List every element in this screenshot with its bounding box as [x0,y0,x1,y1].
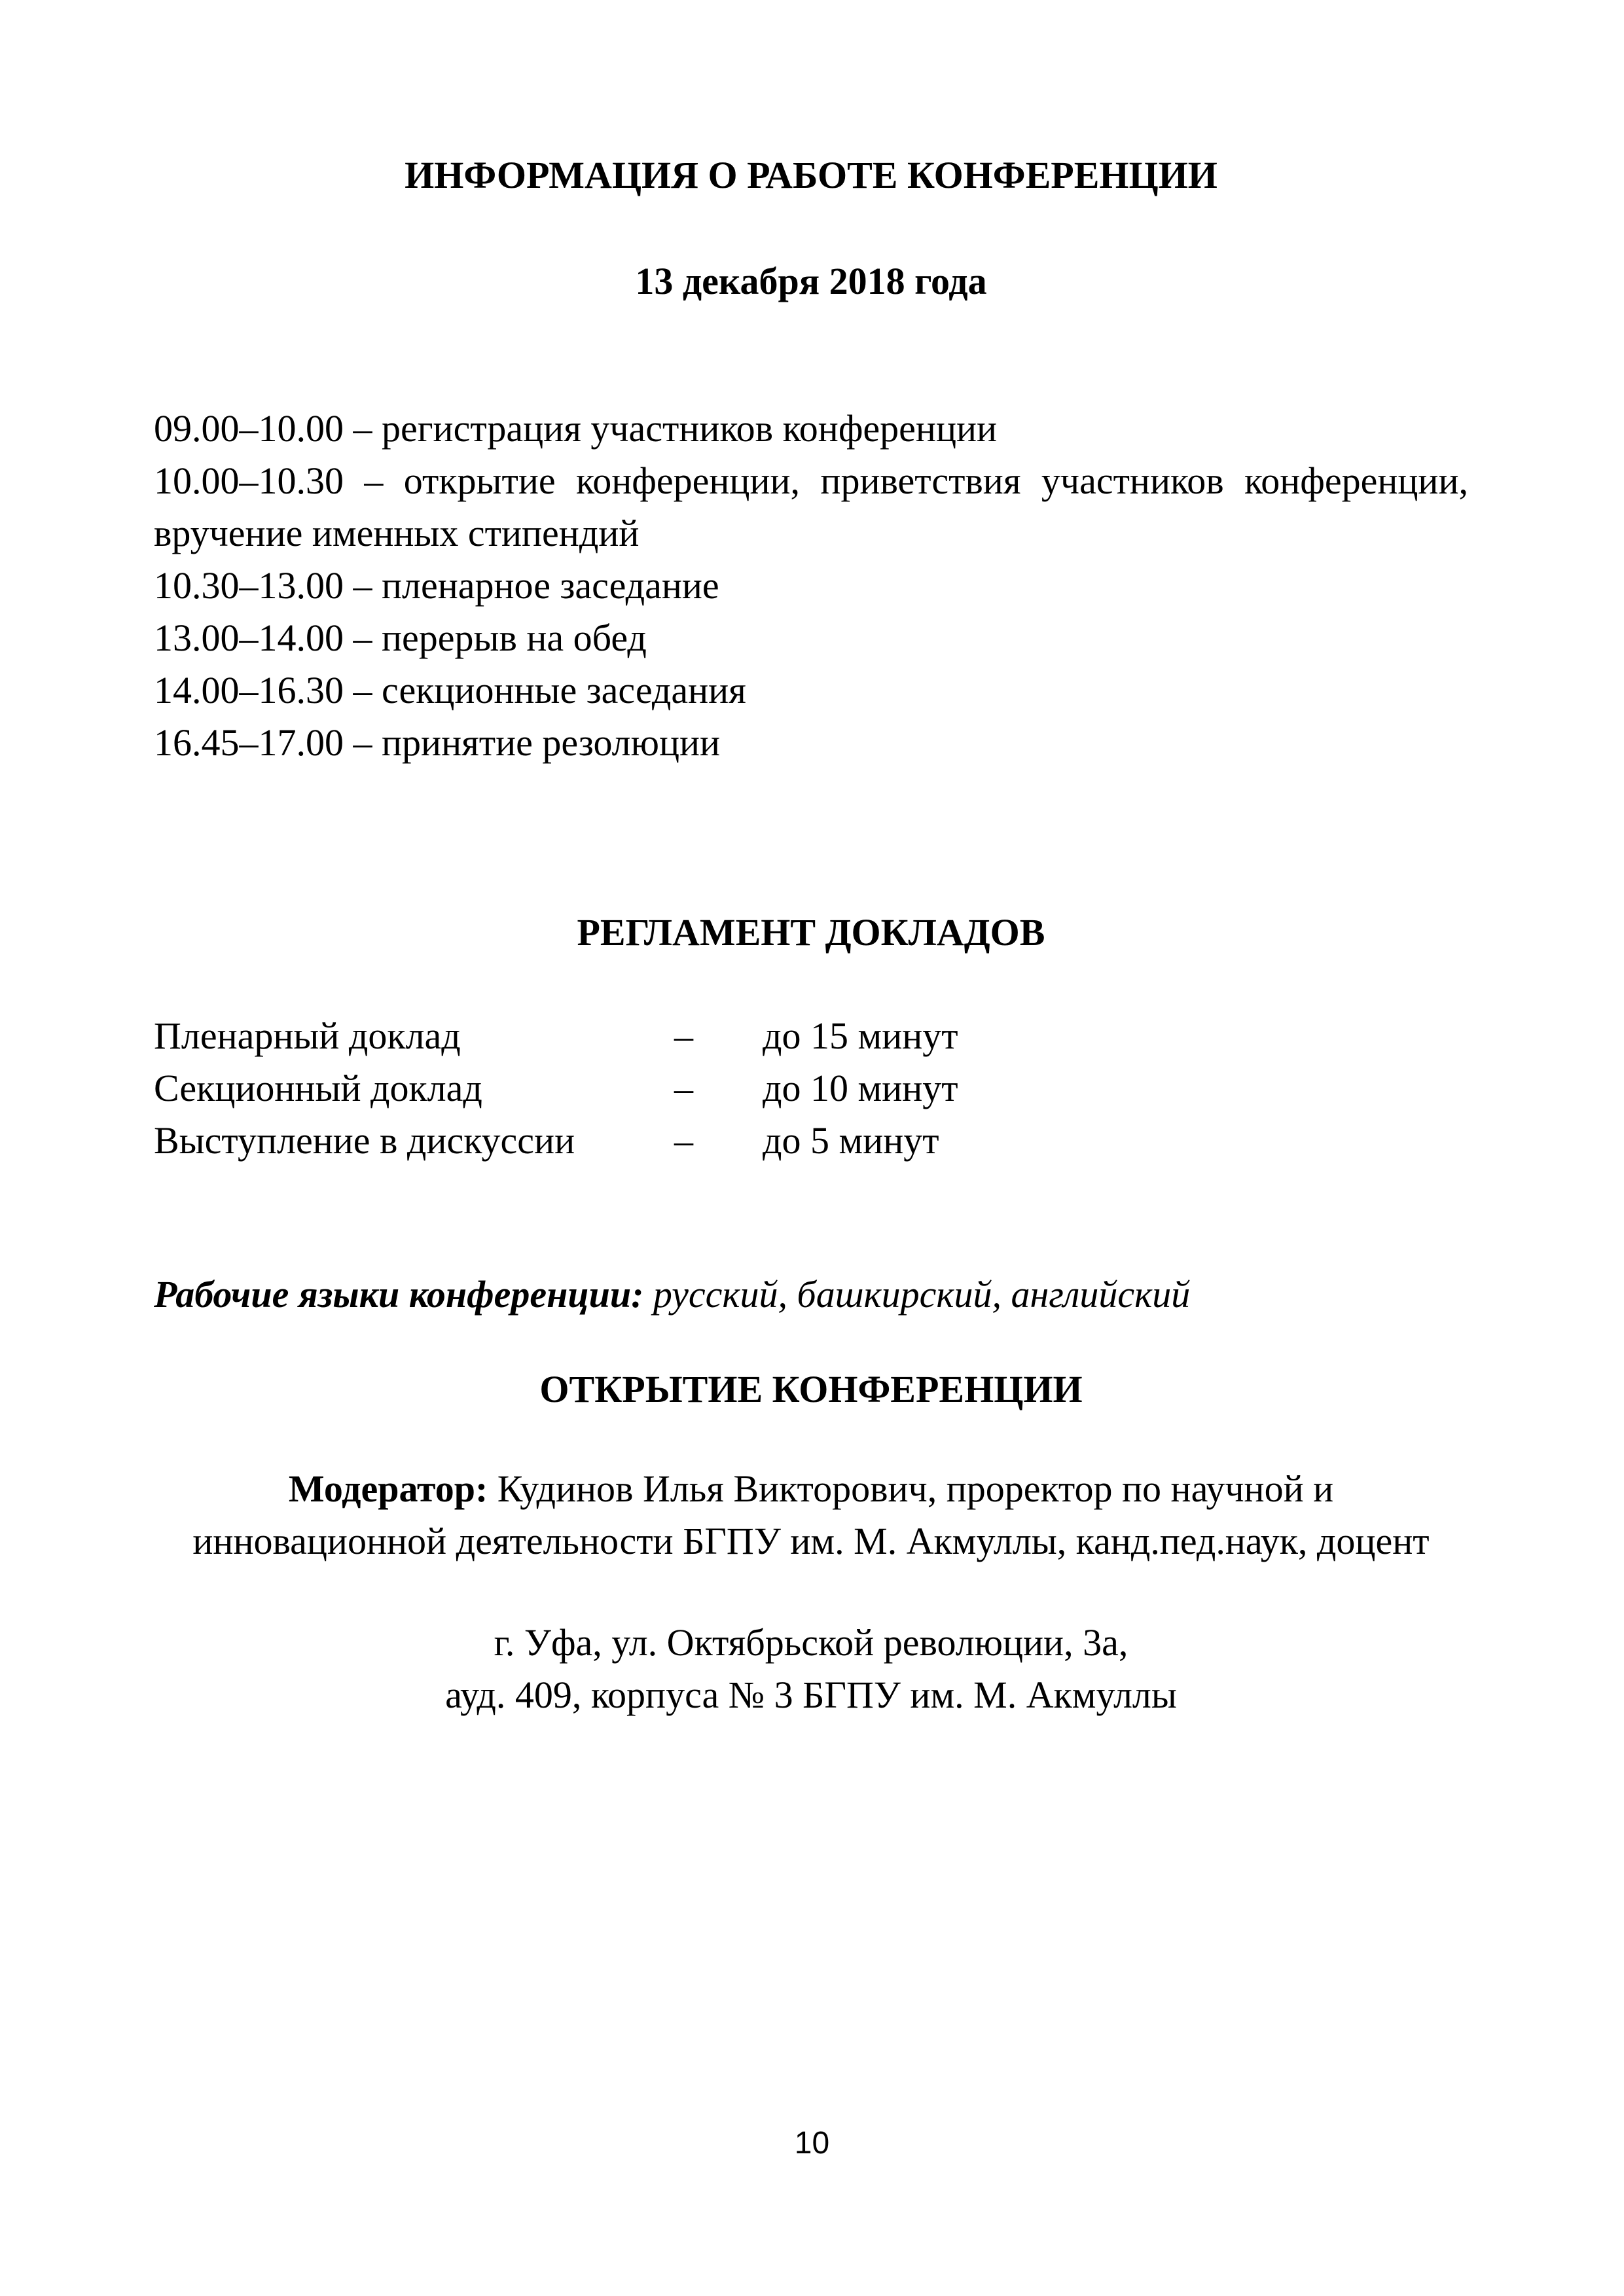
regulation-label: Секционный доклад [154,1067,482,1109]
regulations-table [154,1010,1468,1167]
moderator-label: Модератор: [288,1467,488,1510]
regulation-label: Пленарный доклад [154,1014,461,1057]
moderator-line [154,1463,1468,1515]
regulation-label: Выступление в дискуссии [154,1119,575,1162]
schedule-list [154,403,1468,769]
schedule-item: 14.00–16.30 – секционные заседания [154,669,746,711]
moderator-line: инновационной деятельности БГПУ им. М. Акмуллы, канд.пед.наук, доцент [192,1520,1430,1562]
schedule-item: 09.00–10.00 – регистрация участников конференции [154,407,998,450]
address-block [154,1617,1468,1721]
address-line: г. Уфа, ул. Октябрьской революции, 3а, [494,1621,1128,1664]
address-line: ауд. 409, корпуса № 3 БГПУ им. М. Акмуллы [445,1674,1177,1716]
page-number: 10 [794,2126,830,2161]
regulations-heading: РЕГЛАМЕНТ ДОКЛАДОВ [577,911,1045,954]
schedule-item: 10.30–13.00 – пленарное заседание [154,564,719,607]
regulation-row [154,1115,1468,1167]
page-title: ИНФОРМАЦИЯ О РАБОТЕ КОНФЕРЕНЦИИ [405,154,1218,196]
schedule-item: 16.45–17.00 – принятие резолюции [154,721,721,764]
dash-separator: – [674,1067,693,1109]
dash-separator: – [674,1014,693,1057]
conference-date: 13 декабря 2018 года [635,260,987,302]
regulation-row [154,1010,1468,1062]
moderator-block [154,1463,1468,1568]
schedule-item: 13.00–14.00 – перерыв на обед [154,617,647,659]
working-languages-label: Рабочие языки конференции: [154,1273,644,1316]
regulation-value: до 15 минут [763,1014,958,1057]
regulation-row [154,1062,1468,1115]
dash-separator: – [674,1119,693,1162]
working-languages-value: русский, башкирский, английский [643,1273,1191,1316]
schedule-item: 10.00–10.30 – открытие конференции, приветствия участников конференции, [154,459,1468,502]
regulation-value: до 10 минут [763,1067,958,1109]
opening-heading: ОТКРЫТИЕ КОНФЕРЕНЦИИ [539,1368,1083,1410]
moderator-text: Кудинов Илья Викторович, проректор по научной и [488,1467,1334,1510]
working-languages [154,1268,1468,1321]
schedule-item-continuation: вручение именных стипендий [154,512,640,554]
regulation-value: до 5 минут [763,1119,939,1162]
